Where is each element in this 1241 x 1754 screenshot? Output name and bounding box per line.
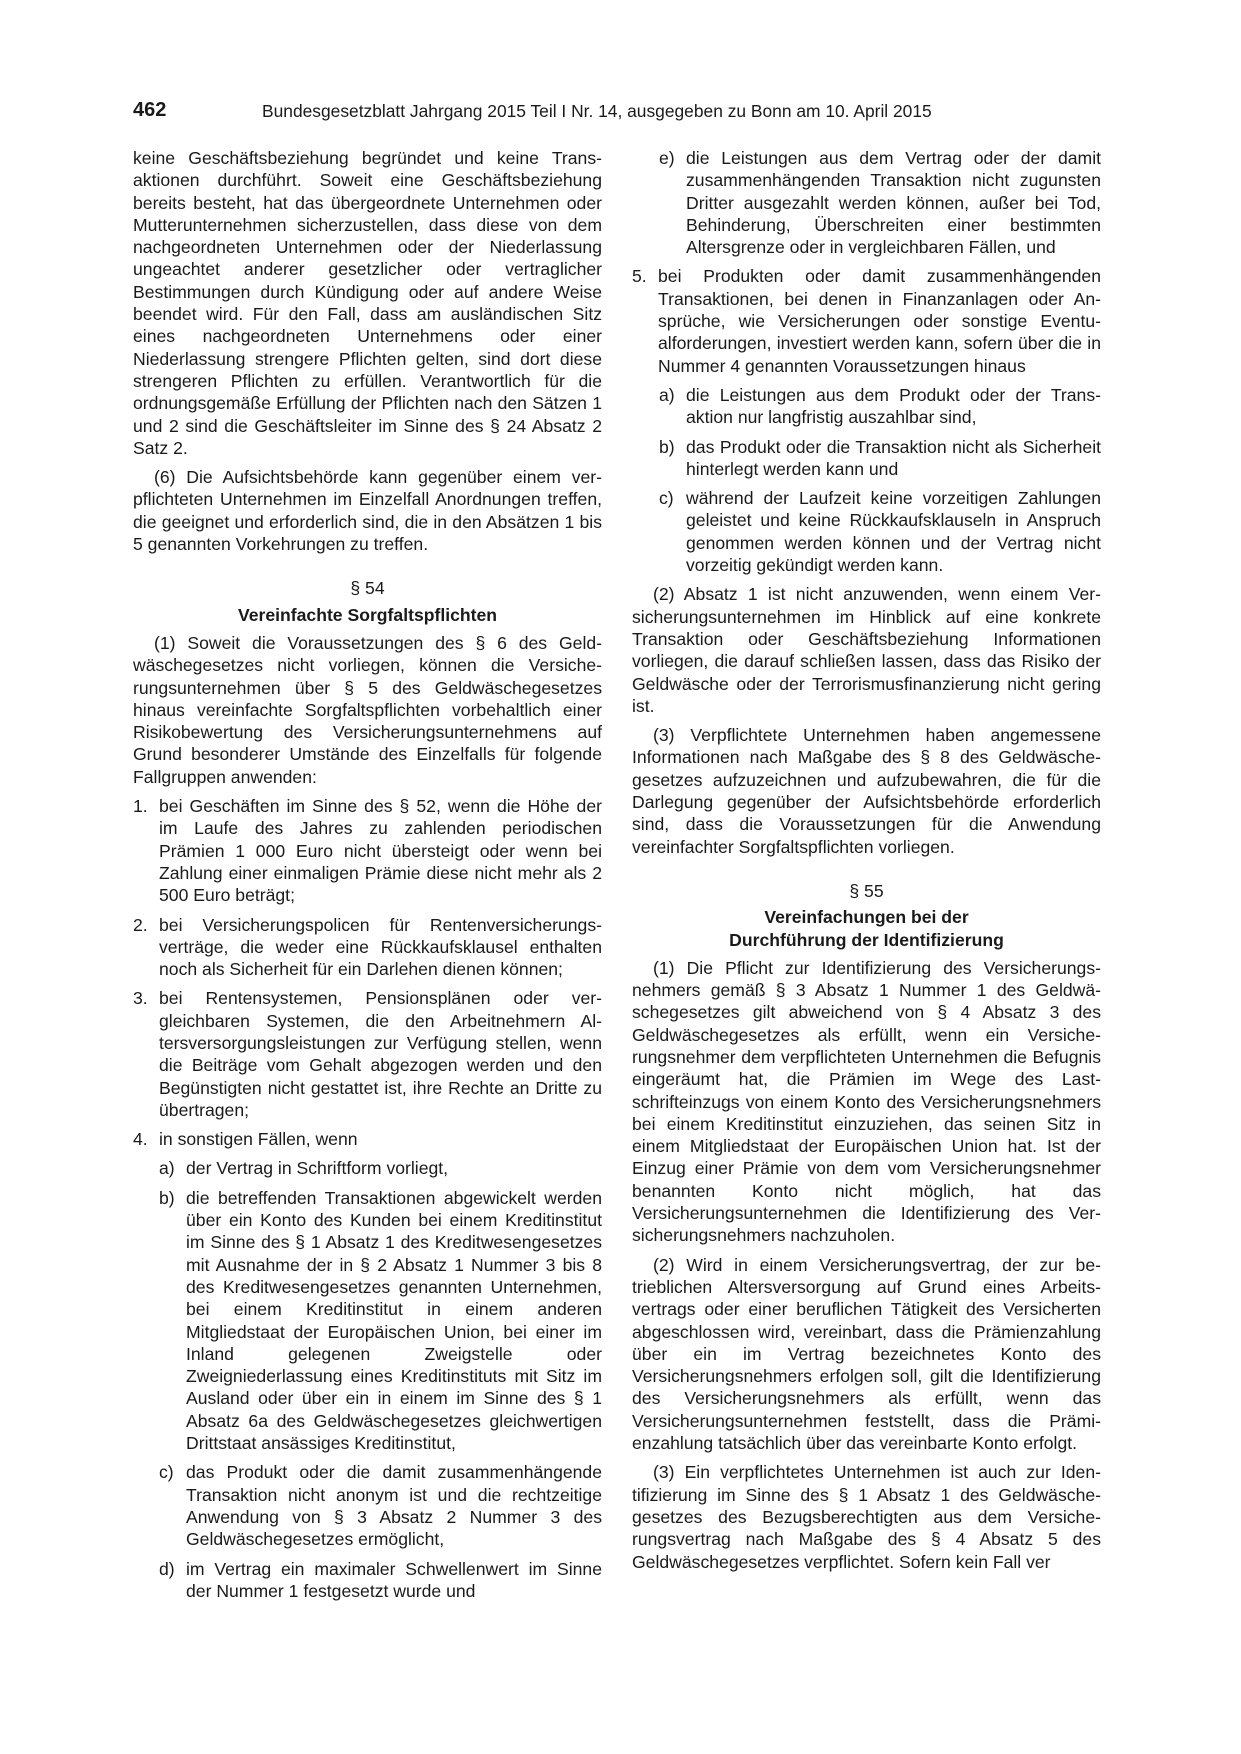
section-55-paragraph-1: (1) Die Pflicht zur Identifizierung des Versicherungsnehmers gemäß § 3 Absatz 1 Nummer 1 des Geldwäschegesetzes gilt abweichend von § 4 Absatz 3 des Geldwäschegesetzes als erfüllt, wenn ein Versicherungsnehmer dem verpflichteten Unternehmen die Befugnis eingeräumt hat, die Prämien im Wege des Lastschrifteinzugs von einem Konto des Versicherungsnehmers bei einem Kreditinstitut einzuziehen, das seinen Sitz in einem Mitgliedstaat der Europäischen Union hat. Ist der Einzug einer Prämie von dem vom Versicherungsnehmer benannten Konto nicht möglich, hat das Versicherungsunternehmen die Identifizierung des Versicherungsnehmers nachzuholen. [632,957,1101,1246]
list-marker: 5. [632,266,647,287]
list-text: in sonstigen Fällen, wenn [159,1129,358,1150]
list-item-3 [133,987,602,1121]
list-item-2 [133,914,602,981]
section-54-number: § 54 [350,578,385,599]
sub-marker: b) [659,436,675,457]
section-54-paragraph-3: (3) Verpflichtete Unternehmen haben angemessene Informationen nach Maßgabe des § 8 des Geldwäschegesetzes aufzuzeichnen und aufzubewahren, die für die Darlegung gegenüber der Aufsichtsbehörde erforderlich sind, dass die Voraussetzungen für die Anwendung vereinfachter Sorgfaltspflichten vorliegen. [632,725,1101,857]
sub-text: das Produkt oder die damit zusammenhängende Transaktion nicht anonym ist und die rechtzeitige Anwendung von § 3 Absatz 2 Nummer 3 des Geldwäschegesetzes ermöglicht, [186,1462,602,1550]
sub-text: die betreffenden Transaktionen abgewickelt werden über ein Konto des Kunden bei einem Kreditinstitut im Sinne des § 1 Absatz 1 des Kreditwesengesetzes mit Ausnahme der in § 2 Absatz 1 Nummer 3 bis 8 des Kreditwesengesetzes genannten Unternehmen, bei einem Kreditinstitut in einem anderen Mitgliedstaat der Europäischen Union, bei einer im Inland gelegenen Zweigstelle oder Zweigniederlassung eines Kreditinstituts mit Sitz im Ausland oder über ein in einem im Sinne des § 1 Absatz 6a des Geldwäschegesetzes gleichwertigen Drittstaat ansässiges Kreditinstitut, [186,1187,602,1454]
section-54-paragraph-2: (2) Absatz 1 ist nicht anzuwenden, wenn einem Versicherungsunternehmen im Hinblick auf eine konkrete Transaktion oder Geschäftsbeziehung Informationen vorliegen, die darauf schließen lassen, dass das Risiko der Geldwäsche oder der Terrorismusfinanzierung nicht gering ist. [632,584,1101,716]
list-marker: 1. [133,796,148,817]
list-text: bei Versicherungspolicen für Rentenversicherungsverträge, die weder eine Rückkaufsklausel enthalten noch als Sicherheit für ein Darlehen dienen können; [159,914,602,980]
section-54-paragraph-1: (1) Soweit die Voraussetzungen des § 6 des Geldwäschegesetzes nicht vorliegen, können die Versicherungsunternehmen über § 5 des Geldwäschegesetzes hinaus vereinfachte Sorgfaltspflichten vorbehaltlich einer Risikobewertung des Versicherungsunternehmens auf Grund besonderer Umstände des Einzelfalls für folgende Fallgruppen anwenden: [133,632,602,787]
section-54-title: Vereinfachte Sorgfaltspflichten [237,604,498,625]
sub-item-4d [159,1558,602,1603]
running-head: Bundesgesetzblatt Jahrgang 2015 Teil I Nr. 14, ausgegeben zu Bonn am 10. April 2015 [262,101,932,121]
list-text: bei Geschäften im Sinne des § 52, wenn die Höhe der im Laufe des Jahres zu zahlenden periodischen Prämien 1 000 Euro nicht übersteigt oder wenn bei Zahlung einer einmaligen Prämie diese nicht mehr als 2 500 Euro beträgt; [159,796,602,906]
sub-item-4b [159,1187,602,1455]
section-55-paragraph-3: (3) Ein verpflichtetes Unternehmen ist auch zur Identifizierung im Sinne des § 1 Absatz 1 des Geldwäschegesetzes des Bezugsberechtigten aus dem Versicherungsvertrag nach Maßgabe des § 4 Absatz 5 des Geldwäschegesetzes verpflichtet. Sofern kein Fall ver [632,1462,1101,1572]
sub-marker: b) [159,1187,175,1208]
list-text: bei Produkten oder damit zusammenhängenden Transaktionen, bei denen in Finanzanlagen oder Ansprüche, wie Versicherungen oder sonstige Eventualforderungen, investiert werden kann, sofern über die in Nummer 4 genannten Voraussetzungen hinaus [658,266,1101,376]
sub-marker: a) [159,1158,175,1179]
list-text: bei Rentensystemen, Pensionsplänen oder vergleichbaren Systemen, die den Arbeitnehmern Altersversorgungsleistungen zur Verfügung stellen, wenn die Beiträge vom Gehalt abgezogen werden und den Begünstigten nicht gestattet ist, ihre Rechte an Dritte zu übertragen; [159,988,602,1120]
section-55-title-line-1: Vereinfachungen bei der [764,907,969,928]
sub-text: der Vertrag in Schriftform vorliegt, [186,1158,449,1179]
sub-item-5b [659,436,1101,481]
sub-text: während der Laufzeit keine vorzeitigen Zahlungen geleistet und keine Rückkaufsklauseln in Anspruch genommen werden können und der Vertrag nicht vorzeitig gekündigt werden kann. [686,488,1101,576]
section-55-number: § 55 [849,880,884,901]
list-marker: 2. [133,914,148,935]
list-marker: 3. [133,988,148,1009]
list-item-1 [133,795,602,906]
sub-text: im Vertrag ein maximaler Schwellenwert im Sinne der Nummer 1 festgesetzt wurde und [186,1558,602,1601]
paragraph-continued: keine Geschäftsbeziehung begründet und keine Transaktionen durchführt. Soweit eine Geschäftsbeziehung bereits besteht, hat das übergeordnete Unternehmen oder Mutterunternehmen sicherzustellen, dass diese von dem nachgeordneten Unternehmen oder der Niederlassung ungeachtet anderer gesetzlicher oder vertraglicher Bestimmungen durch Kündigung oder auf andere Weise beendet wird. Für den Fall, dass am ausländischen Sitz eines nachgeordneten Unternehmens oder einer Niederlassung strengere Pflichten gelten, sind dort diese strengeren Pflichten zu erfüllen. Verantwortlich für die ordnungsgemäße Erfüllung der Pflichten nach den Sätzen 1 und 2 sind die Geschäftsleiter im Sinne des § 24 Absatz 2 Satz 2. [133,148,602,458]
right-column [632,147,1101,1580]
sub-text: die Leistungen aus dem Vertrag oder der damit zusammenhängenden Transaktion nicht zugunsten Dritter ausgezahlt werden können, außer bei Tod, Behinderung, Überschreiten einer bestimmten Altersgrenze oder in vergleichbaren Fällen, und [686,148,1101,258]
list-item-5 [632,265,1101,376]
sub-marker: c) [659,488,674,509]
sub-marker: c) [159,1462,174,1483]
section-55-paragraph-2: (2) Wird in einem Versicherungsvertrag, der zur betrieblichen Altersversorgung auf Grund eines Arbeitsvertrags oder einer beruflichen Tätigkeit des Versicherten abgeschlossen wird, vereinbart, dass die Prämienzahlung über ein im Vertrag bezeichnetes Konto des Versicherungsnehmers erfolgen soll, gilt die Identifizierung des Versicherungsnehmers als erfüllt, wenn das Versicherungsunternehmen feststellt, dass die Prämienzahlung tatsächlich über das vereinbarte Konto erfolgt. [632,1254,1101,1454]
sub-item-5c [659,487,1101,576]
sub-item-4c [159,1461,602,1550]
paragraph-6: (6) Die Aufsichtsbehörde kann gegenüber einem verpflichteten Unternehmen im Einzelfall Anordnungen treffen, die geeignet und erforderlich sind, die in den Absätzen 1 bis 5 genannten Vorkehrungen zu treffen. [133,467,602,555]
page-number: 462 [133,99,167,121]
sub-text: die Leistungen aus dem Produkt oder der Transaktion nur langfristig auszahlbar sind, [686,384,1101,428]
section-55-title-line-2: Durchführung der Identifizierung [729,929,1004,950]
left-column [133,147,602,1609]
sub-text: das Produkt oder die Transaktion nicht als Sicherheit hinterlegt werden kann und [686,436,1101,479]
sub-item-4e [659,147,1101,258]
sub-item-5a [659,384,1101,429]
sub-marker: d) [159,1558,175,1579]
list-marker: 4. [133,1129,148,1150]
sub-item-4a [159,1157,602,1179]
list-item-4 [133,1128,602,1150]
sub-marker: e) [659,148,675,168]
sub-marker: a) [659,384,675,405]
